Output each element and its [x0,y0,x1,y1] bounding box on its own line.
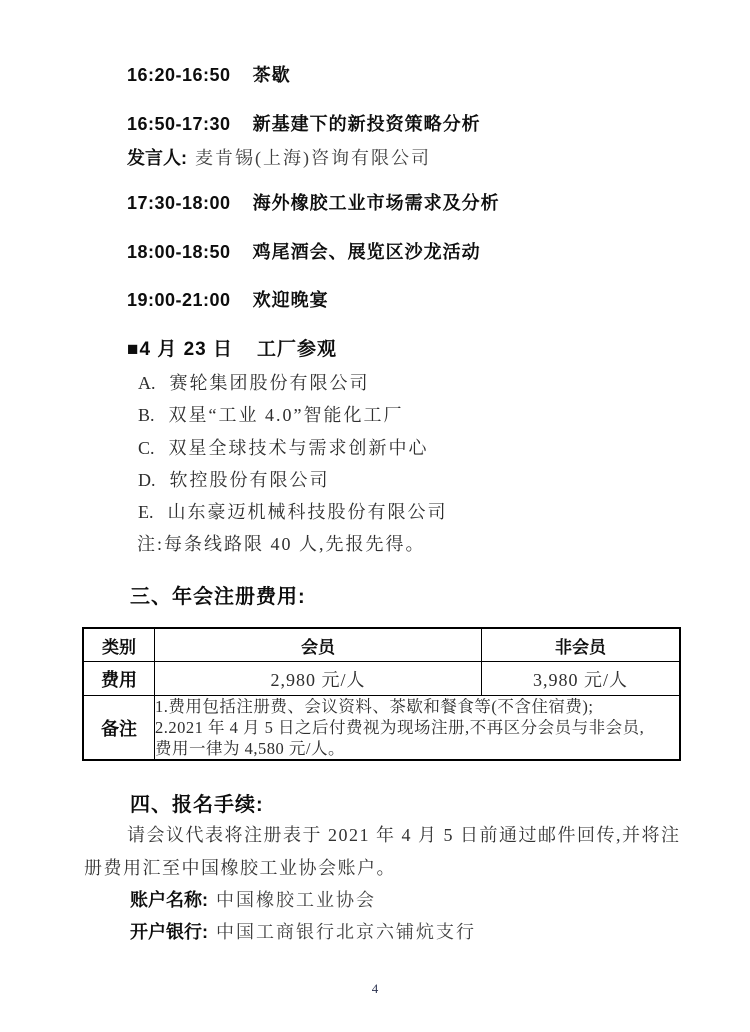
account-name-line [130,886,376,912]
speaker-line [127,144,431,170]
remark-row [83,696,680,761]
remark-line: 1.费用包括注册费、会议资料、茶歇和餐食等(不含住宿费); [155,697,594,716]
fee-table-header-row [83,628,680,662]
item-letter: E. [138,502,154,522]
schedule-time: 16:20-16:50 [127,65,231,85]
bank-value: 中国工商银行北京六铺炕支行 [216,922,476,942]
factory-list-item [138,466,330,492]
schedule-item [127,61,291,87]
item-name: 双星“工业 4.0”智能化工厂 [168,405,404,425]
speaker-value: 麦肯锡(上海)咨询有限公司 [195,148,431,168]
item-name: 双星全球技术与需求创新中心 [168,438,429,458]
item-name: 赛轮集团股份有限公司 [169,373,370,393]
remark-content [155,696,681,761]
schedule-item [127,238,481,264]
col-header-non-member: 非会员 [482,628,681,662]
factory-visit-date: 4 月 23 日 [139,339,234,360]
registration-paragraph-line: 册费用汇至中国橡胶工业协会账户。 [84,858,396,878]
schedule-title: 欢迎晚宴 [252,290,329,310]
factory-list-item [138,498,448,524]
item-name: 软控股份有限公司 [169,470,330,490]
schedule-title: 鸡尾酒会、展览区沙龙活动 [252,242,481,262]
factory-list-item [138,434,429,460]
schedule-title: 海外橡胶工业市场需求及分析 [252,193,500,213]
registration-section-heading: 四、报名手续: [130,794,264,816]
schedule-time: 16:50-17:30 [127,114,231,134]
schedule-item [127,189,500,215]
factory-visit-heading [127,334,337,361]
fee-table [82,627,681,761]
factory-visit-title: 工厂参观 [257,339,338,360]
fee-non-member: 3,980 元/人 [482,662,681,696]
item-letter: D. [138,470,156,490]
remark-row-label: 备注 [83,696,155,761]
item-name: 山东豪迈机械科技股份有限公司 [167,502,448,522]
schedule-time: 18:00-18:50 [127,242,231,262]
item-letter: A. [138,373,156,393]
factory-list-item [138,401,404,427]
schedule-time: 19:00-21:00 [127,290,231,310]
schedule-time: 17:30-18:00 [127,193,231,213]
account-name-value: 中国橡胶工业协会 [216,890,376,910]
registration-paragraph-line: 请会议代表将注册表于 2021 年 4 月 5 日前通过邮件回传,并将注 [127,825,681,845]
page-number: 4 [371,981,379,996]
schedule-title: 新基建下的新投资策略分析 [252,114,481,134]
item-letter: B. [138,405,155,425]
schedule-item [127,286,329,312]
bank-line [130,918,476,944]
fee-member: 2,980 元/人 [155,662,482,696]
fee-row [83,662,680,696]
col-header-category: 类别 [83,628,155,662]
bank-label: 开户银行: [130,922,208,942]
item-letter: C. [138,438,155,458]
schedule-title: 茶歇 [252,65,291,85]
fee-section-heading: 三、年会注册费用: [130,586,306,608]
fee-row-label: 费用 [83,662,155,696]
factory-note: 注:每条线路限 40 人,先报先得。 [137,534,426,554]
square-bullet-icon: ■ [127,339,140,360]
factory-list-item [138,369,370,395]
col-header-member: 会员 [155,628,482,662]
account-name-label: 账户名称: [130,890,208,910]
schedule-item [127,110,481,136]
remark-line: 2.2021 年 4 月 5 日之后付费视为现场注册,不再区分会员与非会员, [155,718,645,737]
speaker-label: 发言人: [127,148,187,168]
remark-line: 费用一律为 4,580 元/人。 [155,739,345,758]
